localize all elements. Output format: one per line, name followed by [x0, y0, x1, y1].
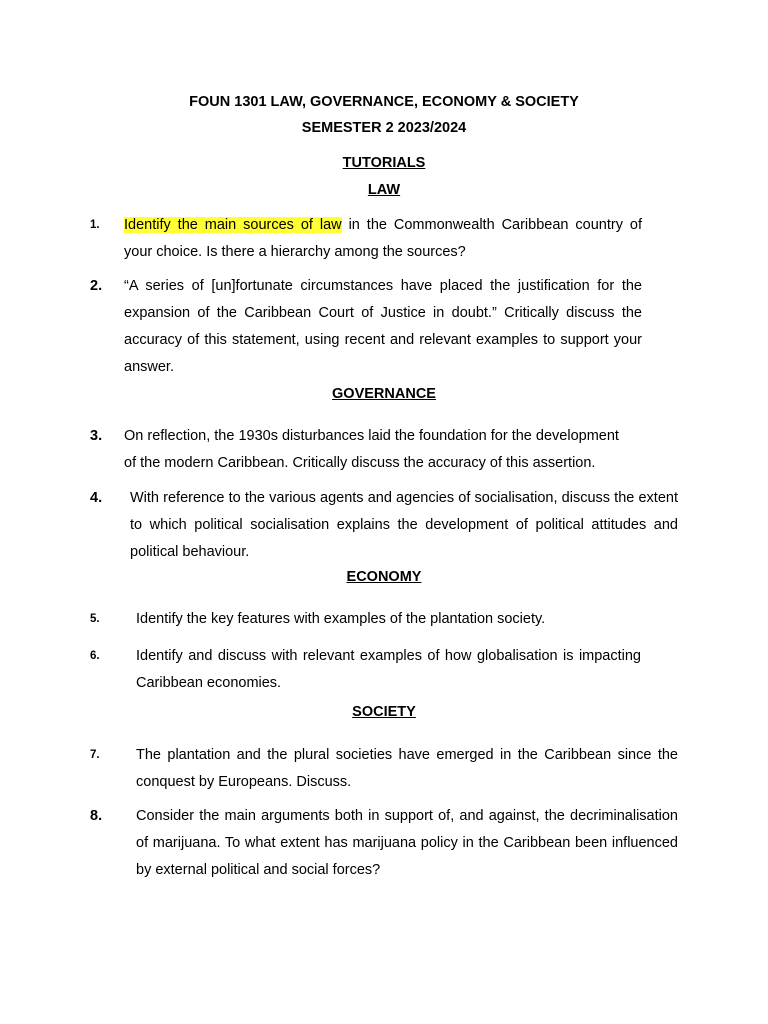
question-text: in the Commonwealth Caribbean country of your choice. Is there a hierarchy among the sources? [124, 217, 642, 260]
semester-line: SEMESTER 2 2023/2024 [301, 120, 467, 136]
question-number: 6. [90, 650, 100, 662]
section-heading-society: SOCIETY [352, 704, 416, 720]
question-number: 1. [90, 219, 100, 231]
document-title: FOUN 1301 LAW, GOVERNANCE, ECONOMY & SOCIETY [189, 94, 579, 110]
question-number: 2. [90, 278, 103, 294]
question-number: 7. [90, 749, 100, 761]
section-heading-governance: GOVERNANCE [332, 386, 436, 402]
question-4: With reference to the various agents and agencies of socialisation, discuss the extent to which political socialisation explains the development of political attitudes and political behaviour. [130, 490, 678, 560]
question-number: 8. [90, 808, 103, 824]
section-heading-law: LAW [367, 182, 401, 198]
question-number: 3. [90, 428, 103, 444]
question-8: Consider the main arguments both in support of, and against, the decriminalisation of marijuana. To what extent has marijuana policy in the Caribbean been influenced by external political and social forces? [136, 808, 678, 878]
section-heading-economy: ECONOMY [346, 569, 422, 585]
question-6: Identify and discuss with relevant examples of how globalisation is impacting Caribbean economies. [136, 648, 641, 691]
question-5: Identify the key features with examples of the plantation society. [136, 611, 546, 627]
question-number: 4. [90, 490, 103, 506]
question-3 [124, 423, 684, 477]
question-2: “A series of [un]fortunate circumstances have placed the justification for the expansion of the Caribbean Court of Justice in doubt.” Critically discuss the accuracy of this statement, using recent and relevant examples to support your answer. [124, 278, 642, 375]
question-1 [124, 212, 642, 266]
question-text-line: of the modern Caribbean. Critically discuss the accuracy of this assertion. [124, 455, 596, 471]
question-7: The plantation and the plural societies have emerged in the Caribbean since the conquest by Europeans. Discuss. [136, 747, 678, 790]
highlighted-text: Identify the main sources of law [124, 217, 342, 233]
question-number: 5. [90, 613, 100, 625]
tutorials-heading: TUTORIALS [342, 155, 426, 171]
question-text-line: On reflection, the 1930s disturbances laid the foundation for the development [124, 428, 619, 444]
